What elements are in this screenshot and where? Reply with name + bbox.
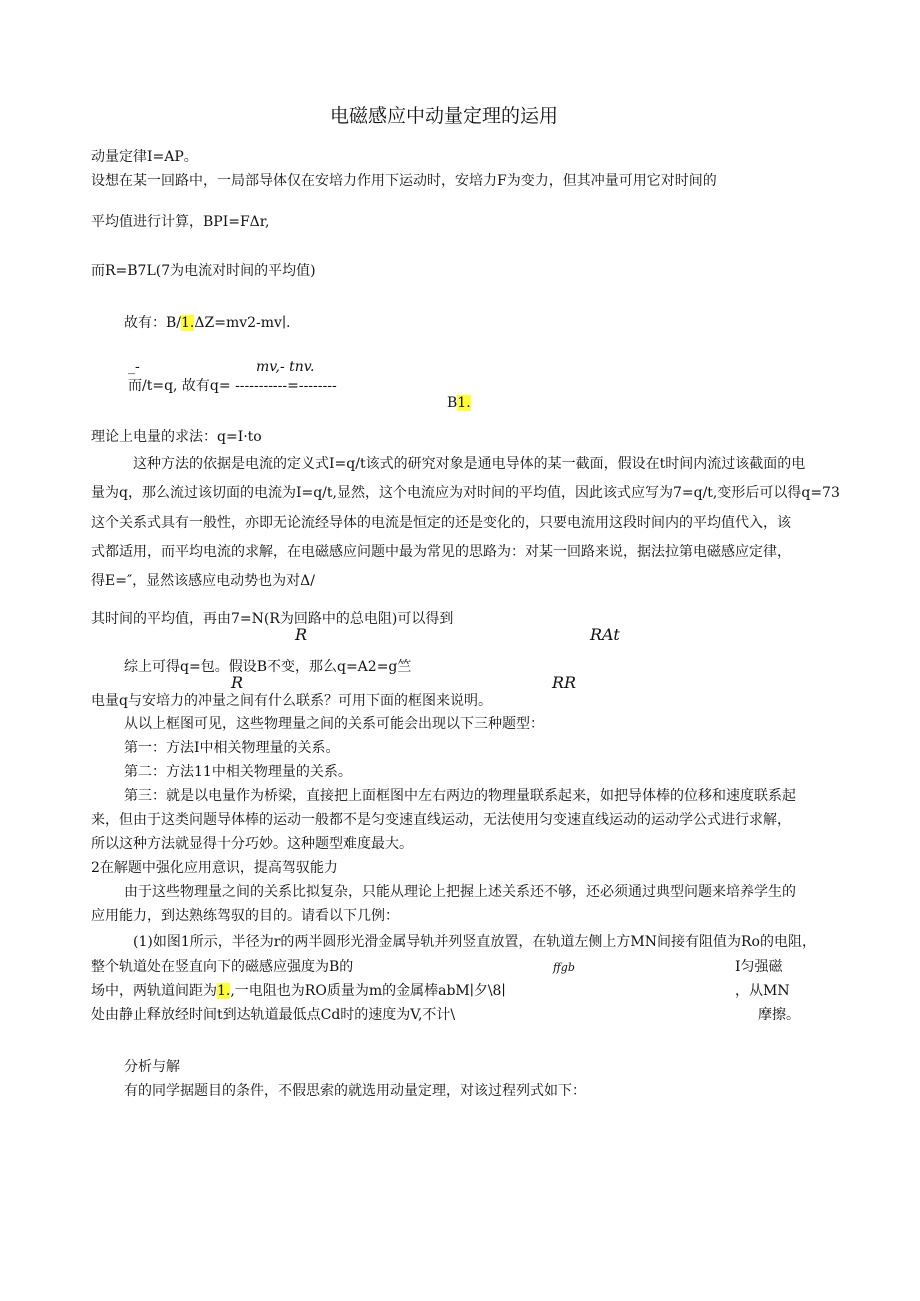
problem-text: ,一电阻也为RO质量为m的金属棒abM∣夕\8∣ bbox=[230, 983, 506, 999]
momentum-law-line: 动量定律I=AP。 bbox=[91, 149, 198, 165]
paragraph-line: 综上可得q=包。假设B不变，那么q=A2=g竺 bbox=[124, 659, 412, 675]
section-heading: 分析与解 bbox=[124, 1059, 180, 1075]
formula-denominator: R bbox=[295, 625, 308, 644]
paragraph-line: 设想在某一回路中，一局部导体仅在安培力作用下运动时，安培力F为变力，但其冲量可用它对时间的 bbox=[91, 173, 717, 189]
problem-line: ，从MN bbox=[735, 983, 790, 999]
formula-fragment: _- bbox=[128, 359, 140, 375]
paragraph-line: 从以上框图可见，这些物理量之间的关系可能会出现以下三种题型： bbox=[124, 716, 544, 732]
highlighted-text: 1. bbox=[217, 983, 231, 999]
formula-fragment: mv,- tnv. bbox=[256, 359, 315, 375]
formula-denominator bbox=[447, 394, 471, 412]
paragraph-line: 式都适用，而平均电流的求解，在电磁感应问题中最为常见的思路为：对某一回路来说，据法拉第电磁感应定律， bbox=[91, 544, 791, 560]
formula-line bbox=[124, 314, 290, 332]
paragraph-line: 其时间的平均值，再由7=N(R为回路中的总电阻)可以得到 bbox=[91, 611, 454, 627]
paragraph-line: 第二：方法11中相关物理量的关系。 bbox=[124, 764, 352, 780]
paragraph-line: 所以这种方法就显得十分巧妙。这种题型难度最大。 bbox=[91, 836, 413, 852]
problem-line bbox=[91, 982, 506, 1000]
formula-text: ΔZ=mv2-mv∣. bbox=[194, 315, 291, 331]
paragraph-line: 理论上电量的求法：q=I·to bbox=[91, 429, 262, 445]
highlighted-text: 1. bbox=[457, 395, 471, 411]
paragraph-line: 电量q与安培力的冲量之间有什么联系？可用下面的框图来说明。 bbox=[91, 693, 492, 709]
paragraph-line: 这个关系式具有一般性，亦即无论流经导体的电流是恒定的还是变化的，只要电流用这段时间内的平均值代入，该 bbox=[91, 515, 791, 531]
paragraph-line: 平均值进行计算，BPI=FΔr, bbox=[91, 214, 270, 230]
figure-fragment: ffgb bbox=[553, 961, 575, 974]
paragraph-line: 第一：方法I中相关物理量的关系。 bbox=[124, 740, 340, 756]
paragraph-line: 这种方法的依据是电流的定义式I=q/t该式的研究对象是通电导体的某一截面，假设在t时间内流过该截面的电 bbox=[133, 456, 806, 472]
highlighted-text: 1. bbox=[181, 315, 195, 331]
problem-text: 场中，两轨道间距为 bbox=[91, 983, 217, 999]
formula-denominator: RAt bbox=[590, 625, 620, 644]
problem-line: I匀强磁 bbox=[735, 959, 783, 975]
paragraph-line: 来，但由于这类问题导体棒的运动一般都不是匀变速直线运动，无法使用匀变速直线运动的运动学公式进行求解， bbox=[91, 812, 791, 828]
formula-text: 故有：B/ bbox=[124, 315, 182, 331]
formula-text: B bbox=[447, 395, 458, 411]
paragraph-line: 得E=″，显然该感应电动势也为对Δ/ bbox=[91, 573, 316, 589]
page-title: 电磁感应中动量定理的运用 bbox=[330, 105, 559, 127]
paragraph-line: 由于这些物理量之间的关系比拟复杂，只能从理论上把握上述关系还不够，还必须通过典型问题来培养学生的 bbox=[124, 884, 796, 900]
paragraph-line: 量为q，那么流过该切面的电流为I=q/t,显然，这个电流应为对时间的平均值，因此该式应写为7=q/t,变形后可以得q=73 bbox=[91, 485, 840, 501]
section-heading: 2在解题中强化应用意识，提高驾驭能力 bbox=[91, 860, 338, 876]
paragraph-line: 而R=B7L(7为电流对时间的平均值) bbox=[91, 263, 316, 279]
problem-line: 摩擦。 bbox=[758, 1007, 800, 1023]
formula-denominator: RR bbox=[552, 673, 577, 692]
paragraph-line: 第三：就是以电量作为桥梁，直接把上面框图中左右两边的物理量联系起来，如把导体棒的位移和速度联系起 bbox=[124, 788, 796, 804]
paragraph-line: 应用能力，到达熟练驾驭的目的。请看以下几例： bbox=[91, 908, 399, 924]
formula-line: 而/t=q, 故有q= -----------=-------- bbox=[128, 378, 337, 394]
problem-line: (1)如图1所示，半径为r的两半圆形光滑金属导轨并列竖直放置，在轨道左侧上方MN间接有阻值为Ro的电阻， bbox=[133, 934, 816, 950]
problem-line: 整个轨道处在竖直向下的磁感应强度为B的 bbox=[91, 959, 354, 975]
paragraph-line: 有的同学据题目的条件，不假思索的就选用动量定理，对该过程列式如下： bbox=[124, 1083, 586, 1099]
formula-denominator: R bbox=[231, 673, 244, 692]
problem-line: 处由静止释放经时间t到达轨道最低点Cd时的速度为V,不计\ bbox=[91, 1007, 456, 1023]
